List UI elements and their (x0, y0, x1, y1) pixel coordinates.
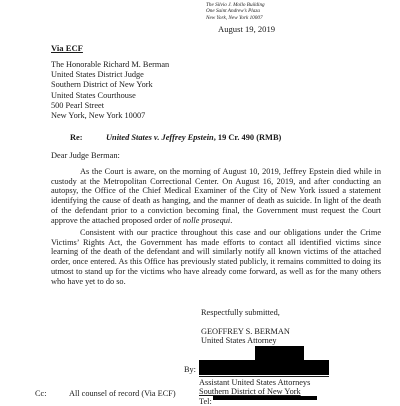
paragraph-2-text: Consistent with our practice throughout this case and our obligations under the Crime Victims’ Rights Act, the Government has made efforts to contact all identified victims since learning of the death of the defendant and will similarly notify all known victims of the attached order, once entered. As this Office has previously stated publicly, it remains committed to doing its utmost to stand up for the victims who have already come forward, as well as for the many others who have yet to do so. (51, 228, 381, 286)
case-name: United States v. Jeffrey Epstein (106, 133, 214, 142)
tel-label: Tel: (199, 396, 212, 406)
nolle-prosequi-text: nolle prosequi (182, 215, 231, 225)
letterhead-building: The Silvio J. Mollo Building (206, 2, 265, 8)
addressee-line: Southern District of New York (51, 80, 153, 90)
closing: Respectfully submitted, (201, 308, 280, 317)
delivery-method: Via ECF (51, 43, 83, 53)
letter-date: August 19, 2019 (218, 24, 276, 34)
signature-line (199, 376, 329, 377)
assistants-title: Assistant United States Attorneys (199, 378, 311, 387)
addressee-line: United States District Judge (51, 70, 144, 80)
by-label: By: (184, 365, 196, 374)
re-label: Re: (70, 133, 83, 142)
redaction-box (199, 360, 329, 375)
signatory-name: GEOFFREY S. BERMAN (201, 327, 290, 336)
addressee-line: New York, New York 10007 (51, 111, 146, 121)
addressee-line: The Honorable Richard M. Berman (51, 60, 170, 69)
addressee-block (51, 60, 169, 121)
addressee-line: 500 Pearl Street (51, 100, 104, 110)
paragraph-1-end: . (230, 215, 233, 225)
letterhead-street: One Saint Andrew’s Plaza (206, 8, 260, 15)
case-number: , 19 Cr. 490 (RMB) (213, 133, 282, 142)
paragraph-1 (51, 167, 381, 225)
assistant-block (199, 378, 310, 406)
paragraph-1-text: As the Court is aware, on the morning of August 10, 2019, Jeffrey Epstein died while in custody at the Metropolitan Correctional Center. On August 16, 2019, and after conducting an autopsy, the Office of the Chief Medical Examiner of the City of New York issued a statement identifying the cause of death as hanging, and the manner of death as suicide. In light of the death of the defendant prior to a conviction becoming final, the Government must request the Court approve the attached proposed order of (51, 167, 381, 225)
redaction-box (213, 396, 317, 400)
paragraph-2 (51, 228, 381, 286)
addressee-line: United States Courthouse (51, 90, 136, 100)
re-line (106, 133, 281, 142)
cc-label: Cc: (35, 389, 47, 398)
signatory-title: United States Attorney (201, 336, 277, 345)
cc-recipients: All counsel of record (Via ECF) (69, 389, 176, 398)
letterhead (206, 2, 265, 21)
district-name: Southern District of New York (199, 387, 301, 397)
salutation: Dear Judge Berman: (51, 151, 120, 160)
letterhead-city: New York, New York 10007 (206, 14, 263, 21)
